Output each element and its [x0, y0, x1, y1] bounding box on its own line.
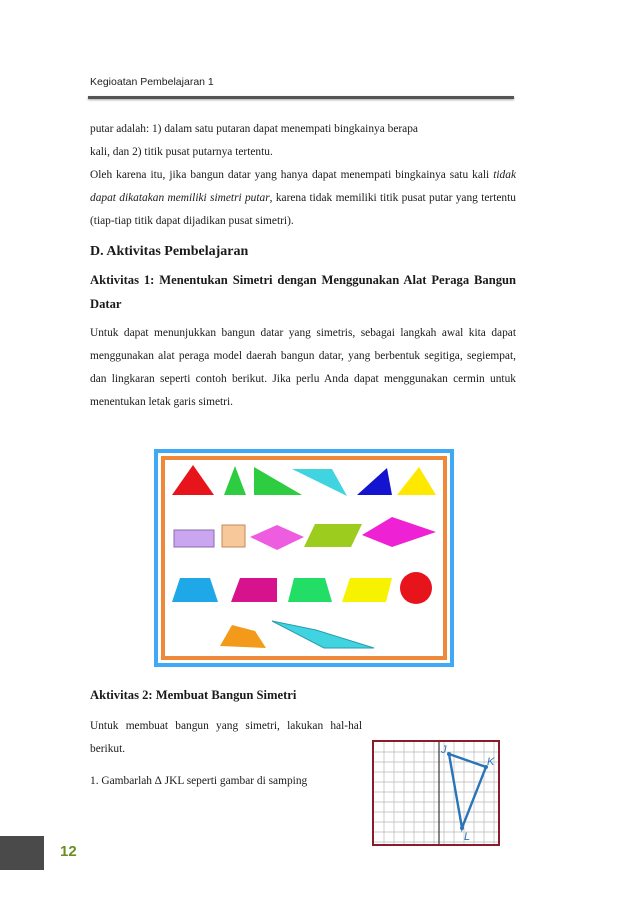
blue-trapezoid — [172, 578, 218, 602]
activity-2-title: Aktivitas 2: Membuat Bangun Simetri — [90, 688, 297, 702]
point-j — [447, 752, 451, 756]
peach-square — [222, 525, 245, 547]
red-circle — [400, 572, 432, 604]
green-trapezoid — [288, 578, 332, 602]
header-divider — [88, 96, 514, 99]
page-number: 12 — [60, 843, 77, 860]
lavender-rectangle — [174, 530, 214, 547]
intro-line-2: kali, dan 2) titik pusat putarnya tertentu. — [90, 146, 273, 158]
yellow-parallelogram — [342, 578, 392, 602]
intro-paragraph-2 — [90, 164, 516, 233]
intro-p2-text-b: , karena tidak memiliki titik pusat putar yang tertentu (tiap-tiap titik dapat dijadikan pusat simetri). — [90, 192, 516, 227]
running-header: Kegioatan Pembelajaran 1 — [90, 76, 214, 88]
section-heading: D. Aktivitas Pembelajaran — [90, 244, 249, 259]
label-l: L — [464, 831, 471, 843]
intro-p2-text-a: Oleh karena itu, jika bangun datar yang hanya dapat menempati bingkainya satu kali — [90, 169, 494, 181]
point-l — [460, 826, 464, 830]
page-tab — [0, 836, 44, 870]
label-j: J — [441, 744, 447, 756]
activity-2-body: Untuk membuat bangun yang simetri, lakukan hal-hal berikut. — [90, 720, 362, 755]
plane-shapes-figure — [154, 449, 454, 667]
intro-line-1: putar adalah: 1) dalam satu putaran dapat menempati bingkainya berapa — [90, 123, 418, 135]
label-k: K — [487, 756, 495, 768]
intro-p2-italic: tidak dapat dikatakan memiliki simetri putar — [90, 169, 516, 204]
activity-2-step-1: 1. Gambarlah ∆ JKL seperti gambar di samping — [90, 775, 308, 787]
grid-border — [373, 741, 499, 845]
activity-1-body: Untuk dapat menunjukkan bangun datar yang simetris, sebagai langkah awal kita dapat menggunakan alat peraga model daerah bangun datar, yang berbentuk segitiga, segiempat, dan lingkaran seperti contoh berikut. Jika perlu Anda dapat menggunakan cermin untuk menentukan letak garis simetri. — [90, 327, 516, 408]
activity-1-title: Aktivitas 1: Menentukan Simetri dengan Menggunakan Alat Peraga Bangun Datar — [90, 273, 516, 311]
jkl-grid-figure — [372, 740, 500, 846]
